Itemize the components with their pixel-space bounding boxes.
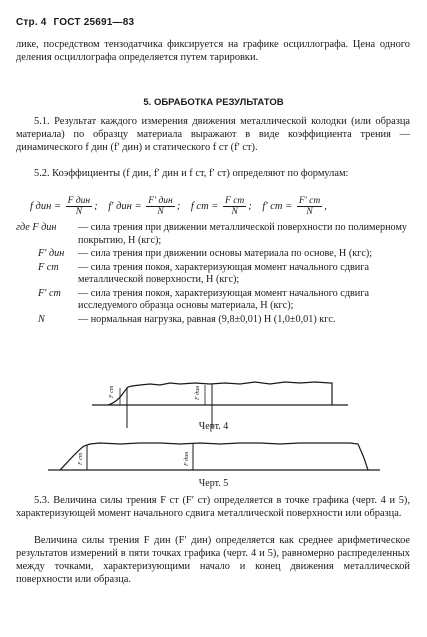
paragraph-5-1: 5.1. Результат каждого измерения движения металлической колодки (или образца материала) по образцу материала выражают в виде коэффициента трения — динамического f дин (f′ дин) и статического f ст (f′ ст).	[16, 116, 410, 153]
figure-4-fdin-label: F дин	[195, 385, 201, 400]
figure-4-curve	[108, 382, 332, 405]
figure-4-fst-label: F ст	[109, 385, 115, 398]
figure-5-fdin-label: F дин	[184, 451, 190, 466]
paragraph-5-2: 5.2. Коэффициенты (f дин, f′ дин и f ст, f′ ст) определяют по формулам:	[34, 168, 349, 179]
section-title: 5. ОБРАБОТКА РЕЗУЛЬТАТОВ	[143, 97, 284, 108]
definition-item: F′ дин — сила трения при движении основы материала по основе, Н (кгс);	[38, 248, 373, 259]
definition-item: где F дин — сила трения при движении металлической поверхности по полимерному покрытию, Н (кгс);	[16, 222, 407, 246]
formula-f-st: f ст = $\frac{\text{F ст}}{N}$ ;	[190, 196, 252, 217]
figure-5-graph	[48, 443, 380, 470]
figure-5-fst-label: F ст	[78, 452, 84, 465]
intro-paragraph: лике, посредством тензодатчика фиксируется на графике осциллографа. Цена одного деления осциллографа определяется путем тарировки.	[16, 39, 410, 63]
formula-f-din: f дин = $\frac{\text{F дин}}{N}$ ;	[30, 196, 98, 217]
figure-5-curve	[60, 443, 368, 470]
figure-5-caption: Черт. 5	[198, 478, 229, 489]
definition-item: F ст — сила трения покоя, характеризующая момент начального сдвига металлической поверхности, Н (кгс);	[38, 261, 369, 285]
formula-f-prime-st: f′ ст = $\frac{F' ст}{N}$ ,	[262, 196, 327, 217]
figure-4-caption: Черт. 4	[198, 421, 229, 432]
definition-item: N — нормальная нагрузка, равная (9,8±0,01) Н (1,0±0,01) кгс.	[38, 313, 336, 325]
formula-f-prime-din: f′ дин = $\frac{\text{F′ дин}}{N}$ ;	[108, 196, 181, 217]
definition-item: F′ ст — сила трения покоя, характеризующая момент начального сдвига исследуемого образца основы материала, Н (кгс);	[38, 287, 369, 311]
paragraph-5-3-continued: Величина силы трения F дин (F′ дин) определяется как среднее арифметическое результатов измерений в пяти точках графика (черт. 4 и 5), равномерно распределенных между точками, характеризующими начало и конец движения металлической поверхности или образца.	[16, 535, 410, 585]
page-number: Стр. 4	[16, 17, 47, 28]
standard-code: ГОСТ 25691—83	[53, 17, 135, 28]
paragraph-5-3: 5.3. Величина силы трения F ст (F′ ст) определяется в точке графика (черт. 4 и 5), характеризующей момент начального сдвига металлической поверхности или образца.	[16, 495, 410, 519]
